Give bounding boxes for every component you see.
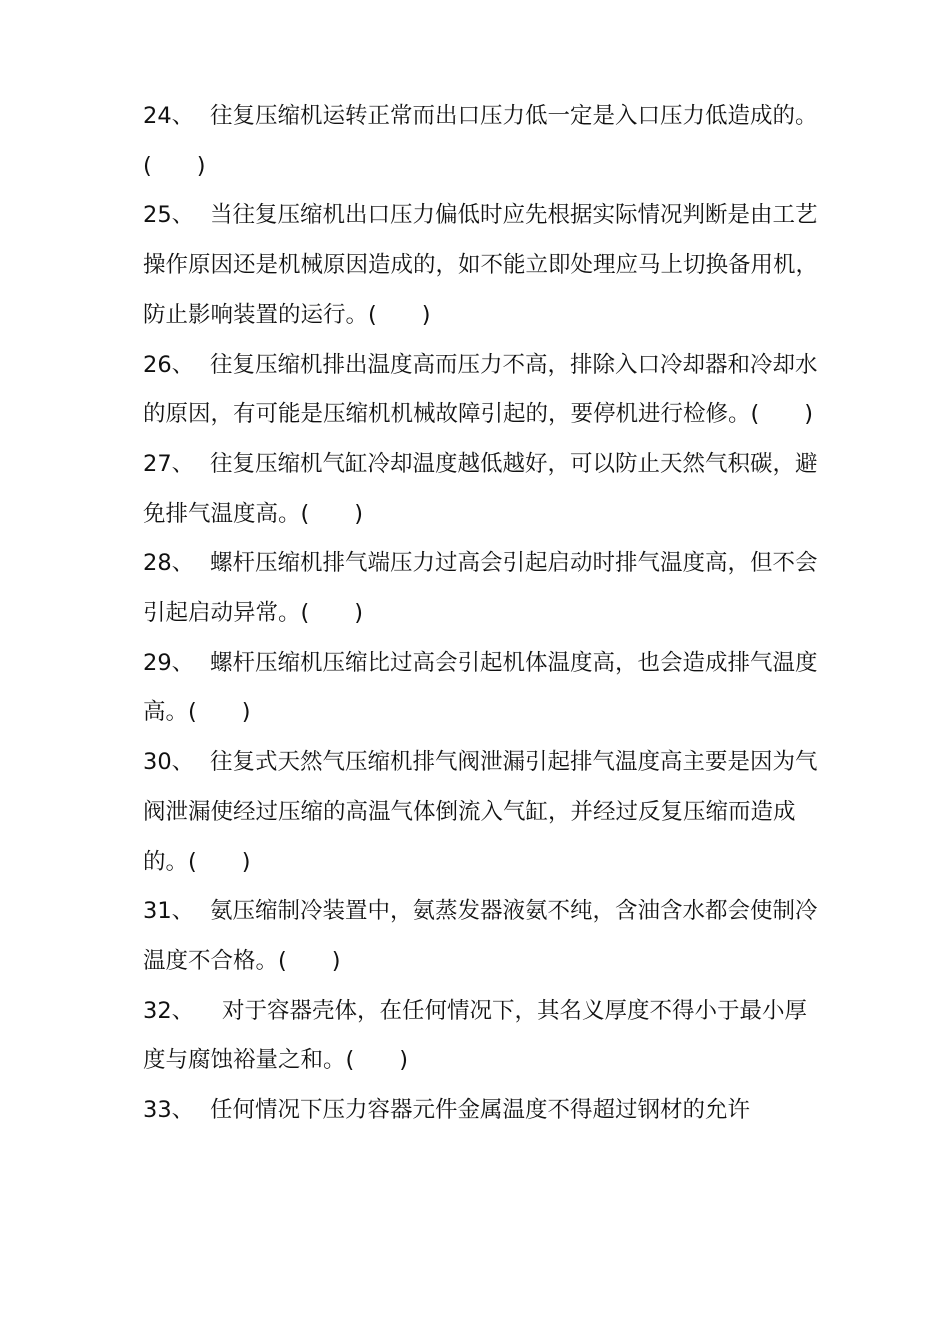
question-number: 28、 xyxy=(143,550,195,577)
question-text: 往复压缩机运转正常而出口压力低一定是入口压力低造成的。( ) xyxy=(143,103,818,179)
question-number: 33、 xyxy=(143,1097,195,1124)
question-text: 往复压缩机排出温度高而压力不高，排除入口冷却器和冷却水的原因，有可能是压缩机机械故障引起的，要停机进行检修。( ) xyxy=(143,351,818,428)
question-item xyxy=(143,987,818,1086)
question-item xyxy=(143,738,818,887)
question-item xyxy=(143,92,818,191)
question-text: 当往复压缩机出口压力偏低时应先根据实际情况判断是由工艺操作原因还是机械原因造成的，如不能立即处理应马上切换备用机，防止影响装置的运行。( ) xyxy=(143,202,819,328)
question-text: 螺杆压缩机排气端压力过高会引起启动时排气温度高，但不会引起启动异常。( ) xyxy=(143,550,818,627)
question-text: 往复压缩机气缸冷却温度越低越好，可以防止天然气积碳，避免排气温度高。( ) xyxy=(143,450,818,527)
question-text: 往复式天然气压缩机排气阀泄漏引起排气温度高主要是因为气阀泄漏使经过压缩的高温气体倒流入气缸，并经过反复压缩而造成的。( ) xyxy=(143,749,818,875)
question-item xyxy=(143,440,818,539)
question-number: 31、 xyxy=(143,898,195,925)
question-item xyxy=(143,639,818,738)
question-list xyxy=(143,92,818,1136)
question-text: 对于容器壳体，在任何情况下，其名义厚度不得小于最小厚度与腐蚀裕量之和。( ) xyxy=(143,997,808,1074)
question-number: 24、 xyxy=(143,103,195,129)
question-text: 氨压缩制冷装置中，氨蒸发器液氨不纯，含油含水都会使制冷温度不合格。( ) xyxy=(143,898,818,974)
question-number: 27、 xyxy=(143,450,195,477)
question-item xyxy=(143,1086,818,1136)
question-item xyxy=(143,341,818,440)
question-number: 30、 xyxy=(143,749,195,776)
question-item xyxy=(143,191,818,340)
question-text: 任何情况下压力容器元件金属温度不得超过钢材的允许 xyxy=(210,1097,751,1124)
question-item xyxy=(143,539,818,638)
question-text: 螺杆压缩机压缩比过高会引起机体温度高，也会造成排气温度高。( ) xyxy=(143,649,818,726)
question-number: 26、 xyxy=(143,351,195,378)
question-item xyxy=(143,887,818,986)
question-number: 32、 xyxy=(143,997,195,1024)
question-number: 25、 xyxy=(143,202,195,229)
question-number: 29、 xyxy=(143,649,195,676)
